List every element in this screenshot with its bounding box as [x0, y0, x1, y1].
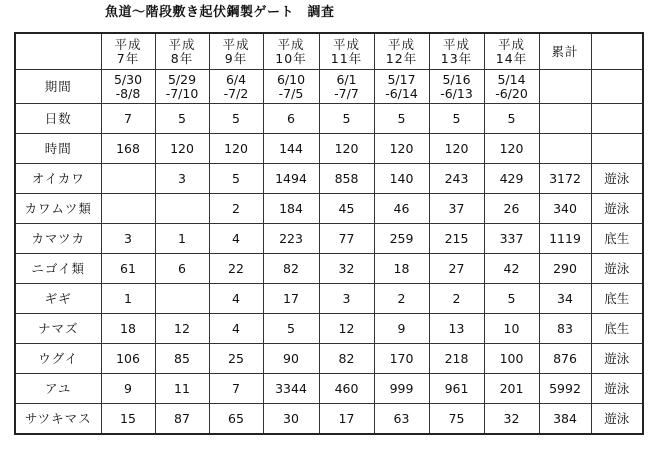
table-row: [15, 314, 643, 344]
species-name: カワムツ類: [15, 194, 101, 224]
habitat-cell: 遊泳: [591, 194, 643, 224]
count-cell: 5: [263, 314, 319, 344]
count-cell: 106: [101, 344, 155, 374]
hours-cell: 120: [429, 134, 484, 164]
empty-cell: [591, 70, 643, 104]
species-name: ナマズ: [15, 314, 101, 344]
cell-line: 11年: [330, 50, 363, 66]
cell-line: 平成: [442, 36, 470, 52]
days-cell: 5: [374, 104, 429, 134]
count-cell: 11: [155, 374, 209, 404]
count-cell: 27: [429, 254, 484, 284]
habitat-cell: 底生: [591, 224, 643, 254]
cell-line: -7/2: [223, 85, 249, 101]
cell-line: 平成: [387, 36, 415, 52]
count-cell: 170: [374, 344, 429, 374]
hours-cell: 120: [319, 134, 374, 164]
count-cell: 2: [374, 284, 429, 314]
count-cell: 4: [209, 224, 263, 254]
table-row: [15, 404, 643, 435]
total-cell: 340: [539, 194, 591, 224]
header-row: [15, 33, 643, 70]
count-cell: 201: [484, 374, 539, 404]
row-label: 時間: [15, 134, 101, 164]
empty-cell: [539, 70, 591, 104]
period-row: [15, 70, 643, 104]
habitat-cell: 遊泳: [591, 374, 643, 404]
count-cell: 22: [209, 254, 263, 284]
count-cell: 4: [209, 284, 263, 314]
row-label: 期間: [15, 70, 101, 104]
table-row: [15, 224, 643, 254]
total-cell: 1119: [539, 224, 591, 254]
species-name: サツキマス: [15, 404, 101, 435]
period-cell: [101, 70, 155, 104]
page-title: 魚道～階段敷き起伏鋼製ゲート 調査: [105, 5, 335, 20]
hours-cell: 120: [374, 134, 429, 164]
hours-row: [15, 134, 643, 164]
cell-line: 平成: [114, 36, 142, 52]
count-cell: 37: [429, 194, 484, 224]
hours-cell: 168: [101, 134, 155, 164]
hours-cell: 120: [209, 134, 263, 164]
count-cell: 17: [263, 284, 319, 314]
count-cell: 5: [209, 164, 263, 194]
hours-cell: 144: [263, 134, 319, 164]
cell-line: 5/17: [387, 71, 416, 87]
hours-cell: 120: [155, 134, 209, 164]
cell-line: 平成: [497, 36, 525, 52]
table-row: [15, 344, 643, 374]
days-cell: 5: [319, 104, 374, 134]
cell-line: -6/20: [495, 85, 528, 101]
cell-line: -7/7: [334, 85, 359, 101]
year-header: [101, 33, 155, 70]
days-row: [15, 104, 643, 134]
habitat-cell: 遊泳: [591, 404, 643, 435]
count-cell: 18: [374, 254, 429, 284]
days-cell: 5: [155, 104, 209, 134]
count-cell: 961: [429, 374, 484, 404]
count-cell: 858: [319, 164, 374, 194]
count-cell: 243: [429, 164, 484, 194]
cell-line: 12年: [385, 50, 418, 66]
count-cell: 25: [209, 344, 263, 374]
total-cell: 34: [539, 284, 591, 314]
period-cell: [209, 70, 263, 104]
count-cell: 259: [374, 224, 429, 254]
count-cell: 87: [155, 404, 209, 435]
count-cell: [101, 194, 155, 224]
cell-line: 5/30: [113, 71, 143, 87]
count-cell: 5: [484, 284, 539, 314]
habitat-cell: 遊泳: [591, 164, 643, 194]
species-name: ウグイ: [15, 344, 101, 374]
species-name: ギギ: [15, 284, 101, 314]
days-cell: 5: [209, 104, 263, 134]
empty-cell: [539, 134, 591, 164]
total-header: 累計: [539, 33, 591, 70]
count-cell: 63: [374, 404, 429, 435]
count-cell: 18: [101, 314, 155, 344]
year-header: [429, 33, 484, 70]
count-cell: 15: [101, 404, 155, 435]
count-cell: 17: [319, 404, 374, 435]
cell-line: -8/8: [115, 85, 141, 101]
count-cell: 9: [374, 314, 429, 344]
count-cell: 61: [101, 254, 155, 284]
year-header: [319, 33, 374, 70]
period-cell: [319, 70, 374, 104]
cell-line: 平成: [332, 36, 360, 52]
period-cell: [484, 70, 539, 104]
count-cell: 32: [319, 254, 374, 284]
cell-line: 14年: [495, 50, 528, 66]
count-cell: 12: [155, 314, 209, 344]
count-cell: 999: [374, 374, 429, 404]
count-cell: 429: [484, 164, 539, 194]
count-cell: [101, 164, 155, 194]
species-name: ニゴイ類: [15, 254, 101, 284]
count-cell: 13: [429, 314, 484, 344]
year-header: [263, 33, 319, 70]
cell-line: 7年: [116, 50, 140, 66]
count-cell: 3344: [263, 374, 319, 404]
count-cell: [155, 284, 209, 314]
habitat-cell: 底生: [591, 284, 643, 314]
count-cell: 1: [155, 224, 209, 254]
count-cell: 75: [429, 404, 484, 435]
cell-line: 9年: [224, 50, 248, 66]
count-cell: 140: [374, 164, 429, 194]
cell-line: -6/14: [385, 85, 418, 101]
hours-cell: 120: [484, 134, 539, 164]
empty-cell: [591, 134, 643, 164]
count-cell: 32: [484, 404, 539, 435]
count-cell: 46: [374, 194, 429, 224]
row-label: 日数: [15, 104, 101, 134]
count-cell: 30: [263, 404, 319, 435]
cell-line: 5/14: [497, 71, 526, 87]
count-cell: 460: [319, 374, 374, 404]
total-cell: 5992: [539, 374, 591, 404]
empty-cell: [539, 104, 591, 134]
count-cell: 184: [263, 194, 319, 224]
count-cell: 26: [484, 194, 539, 224]
count-cell: 10: [484, 314, 539, 344]
cell-line: 6/10: [276, 71, 306, 87]
count-cell: 65: [209, 404, 263, 435]
year-header: [484, 33, 539, 70]
table-row: [15, 254, 643, 284]
count-cell: 223: [263, 224, 319, 254]
habitat-cell: 底生: [591, 314, 643, 344]
count-cell: 77: [319, 224, 374, 254]
cell-line: 8年: [170, 50, 194, 66]
species-name: カマツカ: [15, 224, 101, 254]
cell-line: 平成: [277, 36, 305, 52]
year-header: [374, 33, 429, 70]
period-cell: [374, 70, 429, 104]
cell-line: 平成: [222, 36, 250, 52]
count-cell: 215: [429, 224, 484, 254]
count-cell: 90: [263, 344, 319, 374]
year-header: [155, 33, 209, 70]
period-cell: [263, 70, 319, 104]
count-cell: 3: [155, 164, 209, 194]
count-cell: 45: [319, 194, 374, 224]
total-cell: 83: [539, 314, 591, 344]
total-cell: 876: [539, 344, 591, 374]
table-row: [15, 164, 643, 194]
cell-line: -7/10: [165, 85, 199, 101]
count-cell: 1494: [263, 164, 319, 194]
period-cell: [429, 70, 484, 104]
count-cell: 4: [209, 314, 263, 344]
days-cell: 5: [484, 104, 539, 134]
species-name: アユ: [15, 374, 101, 404]
habitat-cell: 遊泳: [591, 254, 643, 284]
count-cell: [155, 194, 209, 224]
period-cell: [155, 70, 209, 104]
count-cell: 82: [319, 344, 374, 374]
count-cell: 42: [484, 254, 539, 284]
count-cell: 1: [101, 284, 155, 314]
count-cell: 2: [209, 194, 263, 224]
days-cell: 5: [429, 104, 484, 134]
cell-line: 5/16: [442, 71, 471, 87]
count-cell: 337: [484, 224, 539, 254]
count-cell: 9: [101, 374, 155, 404]
count-cell: 6: [155, 254, 209, 284]
habitat-header: [591, 33, 643, 70]
species-name: オイカワ: [15, 164, 101, 194]
count-cell: 3: [101, 224, 155, 254]
cell-line: 平成: [168, 36, 196, 52]
cell-line: 6/4: [225, 71, 247, 87]
count-cell: 12: [319, 314, 374, 344]
cell-line: 10年: [275, 50, 307, 66]
table-row: [15, 284, 643, 314]
total-cell: 3172: [539, 164, 591, 194]
empty-cell: [591, 104, 643, 134]
year-header: [209, 33, 263, 70]
count-cell: 7: [209, 374, 263, 404]
count-cell: 100: [484, 344, 539, 374]
days-cell: 7: [101, 104, 155, 134]
total-cell: 384: [539, 404, 591, 435]
table-row: [15, 194, 643, 224]
total-cell: 290: [539, 254, 591, 284]
habitat-cell: 遊泳: [591, 344, 643, 374]
cell-line: -7/5: [278, 85, 304, 101]
count-cell: 85: [155, 344, 209, 374]
cell-line: 13年: [440, 50, 473, 66]
corner-cell: [15, 33, 101, 70]
count-cell: 218: [429, 344, 484, 374]
days-cell: 6: [263, 104, 319, 134]
table-row: [15, 374, 643, 404]
count-cell: 82: [263, 254, 319, 284]
cell-line: 5/29: [167, 71, 197, 87]
cell-line: 6/1: [336, 71, 357, 87]
cell-line: -6/13: [440, 85, 473, 101]
survey-table: [14, 32, 644, 435]
count-cell: 2: [429, 284, 484, 314]
count-cell: 3: [319, 284, 374, 314]
